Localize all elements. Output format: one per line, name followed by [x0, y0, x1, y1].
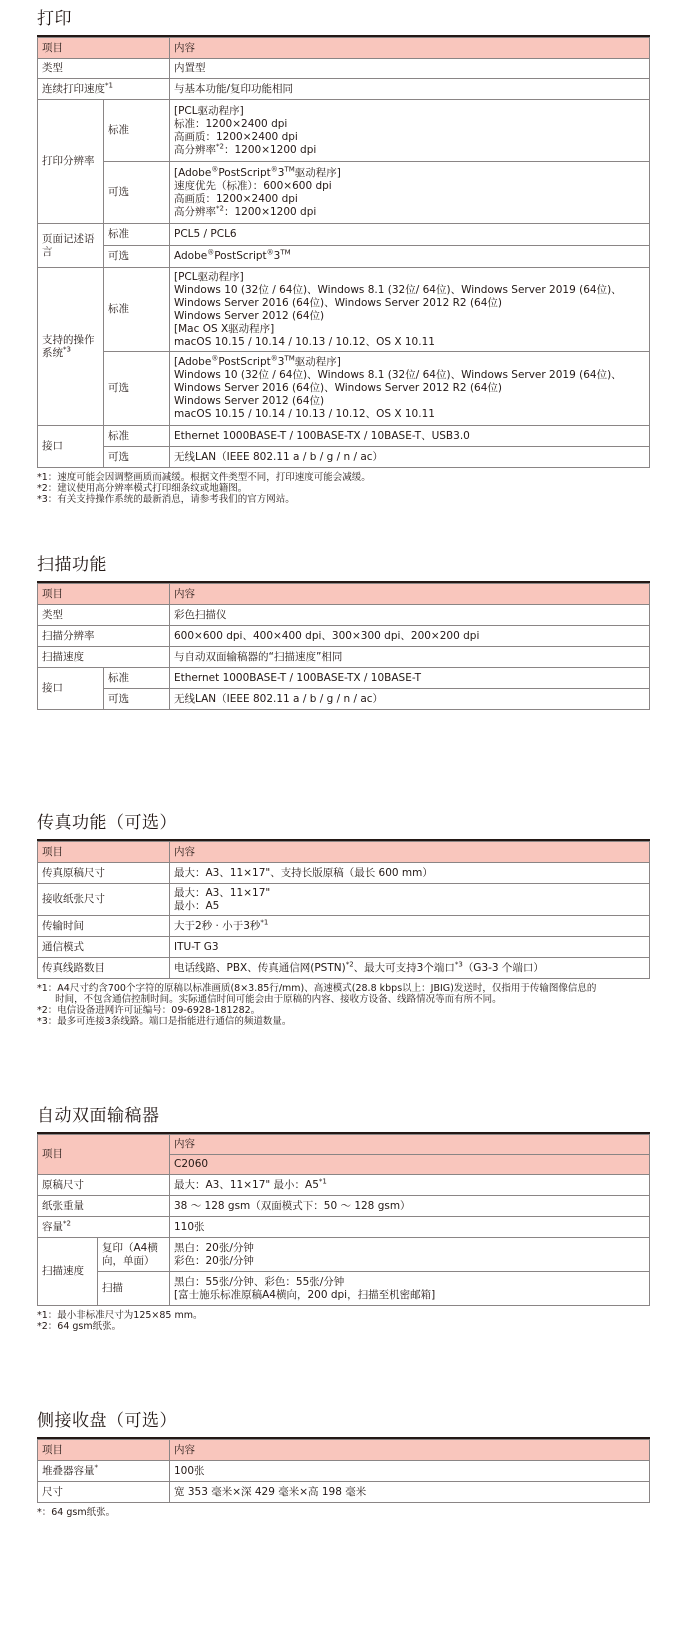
header-item: 项目 — [38, 1440, 170, 1461]
table-row — [38, 426, 650, 447]
header-content: 内容 — [170, 1135, 650, 1155]
row-value: 无线LAN（IEEE 802.11 a / b / g / n / ac） — [170, 689, 650, 710]
row-label: 扫描速度 — [38, 647, 170, 668]
header-item: 项目 — [38, 1135, 170, 1175]
row-label: 支持的操作系统$^{*3}$ — [38, 268, 104, 426]
sub-label: 标准 — [104, 268, 170, 352]
row-label: 打印分辨率 — [38, 100, 104, 224]
header-model: C2060 — [170, 1155, 650, 1175]
row-value: PCL5 / PCL6 — [170, 224, 650, 246]
sub-label: 标准 — [104, 426, 170, 447]
row-value: [PCL驱动程序] 标准：1200×2400 dpi 高画质：1200×2400 dpi 高分辨率$^{*2}$：1200×1200 dpi — [170, 100, 650, 162]
header-content: 内容 — [170, 584, 650, 605]
row-label: 容量$^{*2}$ — [38, 1217, 170, 1238]
tray-footnotes — [37, 1507, 650, 1518]
footnote: *2：建议使用高分辨率模式打印细条纹或地籍图。 — [37, 483, 248, 494]
table-row — [38, 352, 650, 426]
row-value: [Adobe®PostScript®3™驱动程序] Windows 10 (32位 / 64位)、Windows 8.1 (32位/ 64位)、Windows Server 2019 (64位)、 Windows Server 2016 (64位)、Windows Server 2012 R2 (64位) Windows Server 2012 (64位) macOS 10.15 / 10.14 / 10.13 / 10.12、OS X 10.11 — [170, 352, 650, 426]
footnote: *：64 gsm纸张。 — [37, 1507, 116, 1518]
table-row — [38, 863, 650, 884]
row-label: 接口 — [38, 426, 104, 468]
table-row — [38, 605, 650, 626]
footnote: *1：最小非标准尺寸为125×85 mm。 — [37, 1310, 203, 1321]
row-value: Adobe®PostScript®3™ — [170, 246, 650, 268]
sub-label: 可选 — [104, 352, 170, 426]
footnote: *3：有关支持操作系统的最新消息，请参考我们的官方网站。 — [37, 494, 295, 505]
table-header-row — [38, 842, 650, 863]
dadf-section-title: 自动双面输稿器 — [37, 1105, 650, 1134]
dadf-section — [37, 1105, 650, 1332]
row-value: 600×600 dpi、400×400 dpi、300×300 dpi、200×200 dpi — [170, 626, 650, 647]
sub-label: 标准 — [104, 100, 170, 162]
table-row — [38, 224, 650, 246]
table-header-row — [38, 1440, 650, 1461]
table-header-row — [38, 584, 650, 605]
row-value: 100张 — [170, 1461, 650, 1482]
row-label: 通信模式 — [38, 937, 170, 958]
header-content: 内容 — [170, 842, 650, 863]
table-row — [38, 268, 650, 352]
table-row — [38, 647, 650, 668]
table-header-row — [38, 38, 650, 59]
table-row — [38, 937, 650, 958]
table-row — [38, 668, 650, 689]
row-label: 传真原稿尺寸 — [38, 863, 170, 884]
row-label: 尺寸 — [38, 1482, 170, 1503]
table-row — [38, 59, 650, 79]
row-label: 类型 — [38, 59, 170, 79]
footnote: *2：64 gsm纸张。 — [37, 1321, 122, 1332]
row-label: 堆叠器容量* — [38, 1461, 170, 1482]
row-value: Ethernet 1000BASE-T / 100BASE-TX / 10BASE-T、USB3.0 — [170, 426, 650, 447]
print-section — [37, 8, 650, 505]
row-value: 最大：A3、11×17" 最小：A5 — [170, 884, 650, 916]
row-value: 内置型 — [170, 59, 650, 79]
table-row — [38, 1272, 650, 1306]
row-label: 扫描速度 — [38, 1238, 98, 1306]
print-footnotes — [37, 472, 650, 505]
scan-section-title: 扫描功能 — [37, 554, 650, 583]
table-row — [38, 1217, 650, 1238]
row-label: 传输时间 — [38, 916, 170, 937]
sub-label: 标准 — [104, 668, 170, 689]
row-value: 宽 353 毫米×深 429 毫米×高 198 毫米 — [170, 1482, 650, 1503]
sub-label: 复印（A4横向，单面） — [98, 1238, 170, 1272]
row-label: 纸张重量 — [38, 1196, 170, 1217]
footnote: *2：电信设备进网许可证编号：09-6928-181282。 — [37, 1005, 261, 1016]
row-value: 最大：A3、11×17"、支持长版原稿（最长 600 mm） — [170, 863, 650, 884]
row-value: 与自动双面输稿器的“扫描速度”相同 — [170, 647, 650, 668]
row-label: 页面记述语言 — [38, 224, 104, 268]
row-label: 类型 — [38, 605, 170, 626]
footnote: 时间，不包含通信控制时间。实际通信时间可能会由于原稿的内容、接收方设备、线路情况等而有所不同。 — [37, 994, 502, 1005]
header-content: 内容 — [170, 38, 650, 59]
footnote: *3：最多可连接3条线路。端口是指能进行通信的频道数量。 — [37, 1016, 292, 1027]
dadf-footnotes — [37, 1310, 650, 1332]
sub-label: 扫描 — [98, 1272, 170, 1306]
fax-section — [37, 812, 650, 1027]
table-row — [38, 884, 650, 916]
table-row — [38, 1196, 650, 1217]
sub-label: 标准 — [104, 224, 170, 246]
table-row — [38, 958, 650, 979]
table-row — [38, 79, 650, 100]
row-value: 电话线路、PBX、传真通信网(PSTN)$^{*2}$、最大可支持3个端口$^{*3}$（G3-3 个端口） — [170, 958, 650, 979]
fax-section-title: 传真功能（可选） — [37, 812, 650, 841]
table-row — [38, 162, 650, 224]
table-row — [38, 626, 650, 647]
row-label: 扫描分辨率 — [38, 626, 170, 647]
row-value: 黑白：20张/分钟 彩色：20张/分钟 — [170, 1238, 650, 1272]
row-value: 最大：A3、11×17" 最小：A5$^{*1}$ — [170, 1175, 650, 1196]
table-row — [38, 916, 650, 937]
tray-section-title: 侧接收盘（可选） — [37, 1410, 650, 1439]
row-label: 传真线路数目 — [38, 958, 170, 979]
row-value: 与基本功能/复印功能相同 — [170, 79, 650, 100]
table-row — [38, 1238, 650, 1272]
scan-section — [37, 554, 650, 710]
row-value: 彩色扫描仪 — [170, 605, 650, 626]
print-section-title: 打印 — [37, 8, 650, 37]
table-row — [38, 1175, 650, 1196]
row-value: 110张 — [170, 1217, 650, 1238]
row-value: Ethernet 1000BASE-T / 100BASE-TX / 10BASE-T — [170, 668, 650, 689]
header-item: 项目 — [38, 584, 170, 605]
header-item: 项目 — [38, 38, 170, 59]
scan-spec-table — [37, 583, 650, 710]
row-label: 接收纸张尺寸 — [38, 884, 170, 916]
table-row — [38, 246, 650, 268]
table-header-row — [38, 1135, 650, 1155]
row-value: [Adobe®PostScript®3™驱动程序] 速度优先（标准）：600×600 dpi 高画质：1200×2400 dpi 高分辨率$^{*2}$：1200×1200 dpi — [170, 162, 650, 224]
table-row — [38, 447, 650, 468]
table-row — [38, 689, 650, 710]
sub-label: 可选 — [104, 162, 170, 224]
table-row — [38, 100, 650, 162]
row-value: 大于2秒 · 小于3秒$^{*1}$ — [170, 916, 650, 937]
tray-spec-table — [37, 1439, 650, 1503]
row-value: [PCL驱动程序] Windows 10 (32位 / 64位)、Windows 8.1 (32位/ 64位)、Windows Server 2019 (64位)、 Windows Server 2016 (64位)、Windows Server 2012 R2 (64位) Windows Server 2012 (64位) [Mac OS X驱动程序] macOS 10.15 / 10.14 / 10.13 / 10.12、OS X 10.11 — [170, 268, 650, 352]
row-value: ITU-T G3 — [170, 937, 650, 958]
fax-spec-table — [37, 841, 650, 979]
sub-label: 可选 — [104, 447, 170, 468]
print-spec-table — [37, 37, 650, 468]
row-value: 38 ～ 128 gsm（双面模式下：50 ～ 128 gsm） — [170, 1196, 650, 1217]
fax-footnotes — [37, 983, 650, 1027]
row-value: 无线LAN（IEEE 802.11 a / b / g / n / ac） — [170, 447, 650, 468]
footnote: *1：速度可能会因调整画质而减缓。根据文件类型不同，打印速度可能会减缓。 — [37, 472, 371, 483]
footnote: *1：A4尺寸约含700个字符的原稿以标准画质(8×3.85行/mm)、高速模式(28.8 kbps以上：JBIG)发送时，仅指用于传输图像信息的 — [37, 983, 597, 994]
row-label: 接口 — [38, 668, 104, 710]
table-row — [38, 1461, 650, 1482]
row-label: 连续打印速度$^{*1}$ — [38, 79, 170, 100]
sub-label: 可选 — [104, 689, 170, 710]
dadf-spec-table — [37, 1134, 650, 1306]
row-value: 黑白：55张/分钟、彩色：55张/分钟 [富士施乐标准原稿A4横向，200 dpi，扫描至机密邮箱] — [170, 1272, 650, 1306]
row-label: 原稿尺寸 — [38, 1175, 170, 1196]
tray-section — [37, 1410, 650, 1518]
header-content: 内容 — [170, 1440, 650, 1461]
table-row — [38, 1482, 650, 1503]
header-item: 项目 — [38, 842, 170, 863]
sub-label: 可选 — [104, 246, 170, 268]
